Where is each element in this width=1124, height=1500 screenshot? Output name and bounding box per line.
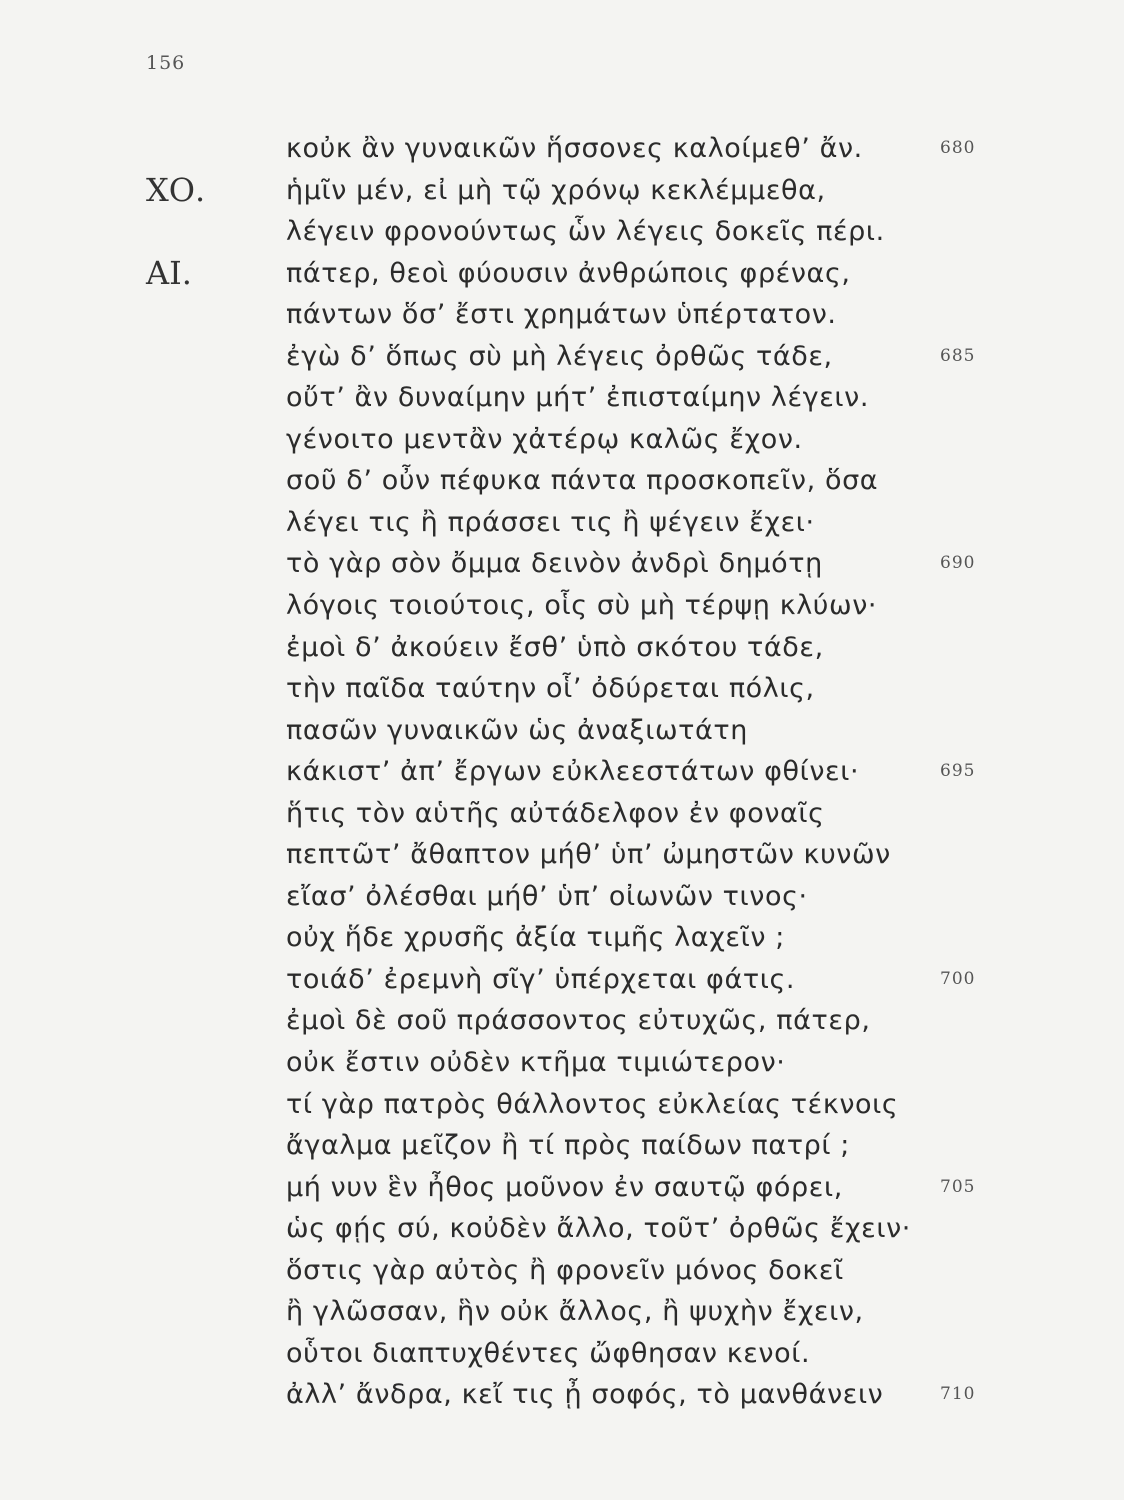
verse-line xyxy=(0,917,1124,959)
verse-line xyxy=(0,543,1124,585)
verse-line xyxy=(0,253,1124,295)
line-number: 705 xyxy=(940,1176,976,1197)
verse-text: ἡμῖν μέν, εἰ μὴ τῷ χρόνῳ κεκλέμμεθα, xyxy=(286,174,826,206)
verse-text: οὐκ ἔστιν οὐδὲν κτῆμα τιμιώτερον· xyxy=(286,1047,786,1079)
verse-text: ὡς φῄς σύ, κοὐδὲν ἄλλο, τοῦτ’ ὀρθῶς ἔχειν· xyxy=(286,1213,911,1245)
verse-line xyxy=(0,1084,1124,1126)
verse-line xyxy=(0,377,1124,419)
verse-line xyxy=(0,1208,1124,1250)
verse-text: λόγοις τοιούτοις, οἷς σὺ μὴ τέρψῃ κλύων· xyxy=(286,590,878,622)
verse-line xyxy=(0,710,1124,752)
verse-text: οὗτοι διαπτυχθέντες ὤφθησαν κενοί. xyxy=(286,1337,811,1369)
verse-block xyxy=(0,128,1124,1416)
verse-line xyxy=(0,1291,1124,1333)
verse-text: γένοιτο μεντἂν χἀτέρῳ καλῶς ἔχον. xyxy=(286,423,803,455)
verse-text: τί γὰρ πατρὸς θάλλοντος εὐκλείας τέκνοις xyxy=(286,1088,899,1120)
verse-text: ἐγὼ δ’ ὅπως σὺ μὴ λέγεις ὀρθῶς τάδε, xyxy=(286,340,833,372)
verse-line xyxy=(0,211,1124,253)
verse-line xyxy=(0,294,1124,336)
verse-text: ἐμοὶ δ’ ἀκούειν ἔσθ’ ὑπὸ σκότου τάδε, xyxy=(286,631,824,663)
verse-line xyxy=(0,585,1124,627)
verse-line xyxy=(0,876,1124,918)
verse-text: τὴν παῖδα ταύτην οἷ’ ὀδύρεται πόλις, xyxy=(286,673,815,705)
verse-text: ἥτις τὸν αὑτῆς αὐτάδελφον ἐν φοναῖς xyxy=(286,797,825,829)
verse-text: πεπτῶτ’ ἄθαπτον μήθ’ ὑπ’ ὠμηστῶν κυνῶν xyxy=(286,839,891,871)
verse-line xyxy=(0,959,1124,1001)
verse-line xyxy=(0,1250,1124,1292)
verse-line xyxy=(0,627,1124,669)
page-number: 156 xyxy=(146,52,186,74)
line-number: 695 xyxy=(940,761,976,782)
line-number: 700 xyxy=(940,968,976,989)
line-number: 685 xyxy=(940,345,976,366)
verse-text: οὐχ ἥδε χρυσῆς ἀξία τιμῆς λαχεῖν ; xyxy=(286,922,785,954)
verse-text: τὸ γὰρ σὸν ὄμμα δεινὸν ἀνδρὶ δημότῃ xyxy=(286,548,823,580)
verse-line xyxy=(0,128,1124,170)
verse-line xyxy=(0,751,1124,793)
verse-text: μή νυν ἓν ἦθος μοῦνον ἐν σαυτῷ φόρει, xyxy=(286,1171,843,1203)
verse-text: κοὐκ ἂν γυναικῶν ἥσσονες καλοίμεθ’ ἄν. xyxy=(286,133,863,164)
line-number: 680 xyxy=(940,138,976,158)
verse-text: κάκιστ’ ἀπ’ ἔργων εὐκλεεστάτων φθίνει· xyxy=(286,756,860,788)
verse-line xyxy=(0,1374,1124,1416)
speaker-label: ΑΙ. xyxy=(146,253,192,292)
verse-text: εἴασ’ ὀλέσθαι μήθ’ ὑπ’ οἰωνῶν τινος· xyxy=(286,880,808,912)
verse-line xyxy=(0,170,1124,212)
verse-line xyxy=(0,336,1124,378)
verse-text: ἄγαλμα μεῖζον ἢ τί πρὸς παίδων πατρί ; xyxy=(286,1130,850,1162)
verse-line xyxy=(0,793,1124,835)
verse-text: ἀλλ’ ἄνδρα, κεἴ τις ᾖ σοφός, τὸ μανθάνειν xyxy=(286,1379,884,1411)
verse-text: ἐμοὶ δὲ σοῦ πράσσοντος εὐτυχῶς, πάτερ, xyxy=(286,1005,871,1037)
verse-line xyxy=(0,1333,1124,1375)
verse-text: πάτερ, θεοὶ φύουσιν ἀνθρώποις φρένας, xyxy=(286,257,851,289)
line-number: 690 xyxy=(940,553,976,574)
verse-text: λέγει τις ἢ πράσσει τις ἢ ψέγειν ἔχει· xyxy=(286,506,815,538)
verse-line xyxy=(0,834,1124,876)
line-number: 710 xyxy=(940,1384,976,1405)
verse-text: ὅστις γὰρ αὐτὸς ἢ φρονεῖν μόνος δοκεῖ xyxy=(286,1254,844,1286)
verse-text: τοιάδ’ ἐρεμνὴ σῖγ’ ὑπέρχεται φάτις. xyxy=(286,963,796,995)
verse-text: λέγειν φρονούντως ὧν λέγεις δοκεῖς πέρι. xyxy=(286,216,885,248)
verse-line xyxy=(0,668,1124,710)
verse-line xyxy=(0,460,1124,502)
verse-text: πάντων ὅσ’ ἔστι χρημάτων ὑπέρτατον. xyxy=(286,299,837,331)
verse-line xyxy=(0,502,1124,544)
verse-line xyxy=(0,1000,1124,1042)
verse-line xyxy=(0,1125,1124,1167)
verse-text: ἢ γλῶσσαν, ἣν οὐκ ἄλλος, ἢ ψυχὴν ἔχειν, xyxy=(286,1296,864,1328)
verse-line xyxy=(0,1042,1124,1084)
verse-text: οὔτ’ ἂν δυναίμην μήτ’ ἐπισταίμην λέγειν. xyxy=(286,382,870,414)
speaker-label: ΧΟ. xyxy=(146,170,206,209)
verse-text: πασῶν γυναικῶν ὡς ἀναξιωτάτη xyxy=(286,714,748,746)
verse-line xyxy=(0,419,1124,461)
verse-line xyxy=(0,1167,1124,1209)
verse-text: σοῦ δ’ οὖν πέφυκα πάντα προσκοπεῖν, ὅσα xyxy=(286,465,879,497)
